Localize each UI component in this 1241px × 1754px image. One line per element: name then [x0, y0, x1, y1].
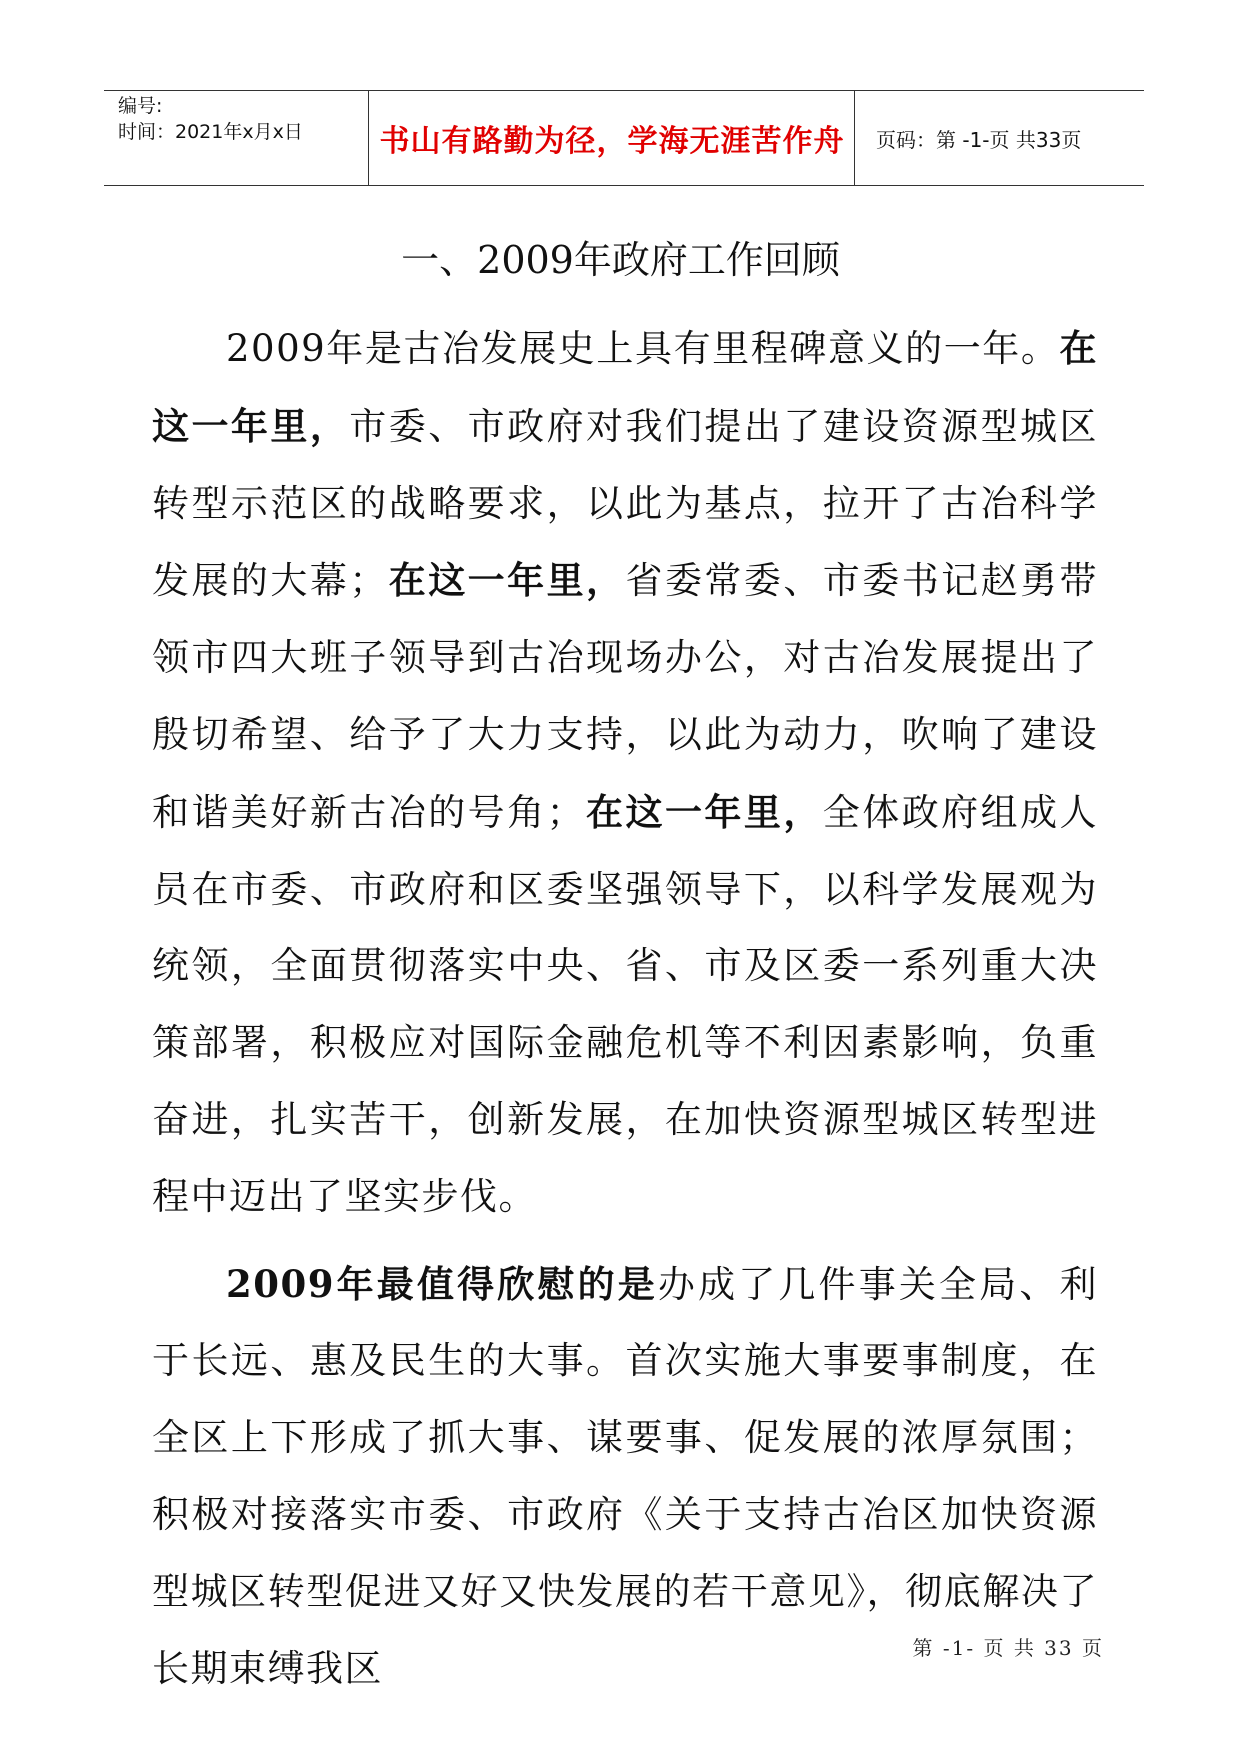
time-label: 时间：2021年x月x日: [118, 121, 303, 143]
number-label: 编号:: [118, 95, 163, 117]
text-segment: 2009年是古冶发展史上具有里程碑意义的一年。: [226, 327, 1060, 370]
section-title: 一、2009年政府工作回顾: [401, 238, 840, 282]
text-segment: 办成了几件事关全局、利于长远、惠及民生的大事。首次实施大事要事制度，在全区上下形成了抓大事、谋要事、促发展的浓厚氛围；积极对接落实市委、市政府《关于支持古冶区加快资源型城区转型促进又好又快发展的若干意见》，彻底解决了长期束缚我区: [152, 1262, 1099, 1690]
text-segment: 省委常委、市委书记赵勇带领市四大班子领导到古冶现场办公，对古冶发展提出了殷切希望、给予了大力支持，以此为动力，吹响了建设和谐美好新古冶的号角；: [152, 559, 1099, 834]
emphasis-segment: 2009年最值得欣慰的是: [226, 1261, 658, 1306]
document-body: [152, 310, 1098, 1707]
header-motto: 书山有路勤为径，学海无涯苦作舟: [379, 124, 845, 159]
header-divider: [368, 91, 369, 185]
header-meta: [118, 93, 303, 145]
header-page-info: 页码：第 -1-页 共33页: [876, 127, 1082, 152]
paragraph: [152, 310, 1098, 1236]
header-divider: [854, 91, 855, 185]
emphasis-segment: 在这一年里，: [585, 789, 823, 834]
emphasis-segment: 在这一年里，: [152, 326, 1098, 448]
emphasis-segment: 在这一年里，: [387, 558, 626, 603]
text-segment: 全体政府组成人员在市委、市政府和区委坚强领导下，以科学发展观为统领，全面贯彻落实中央、省、市及区委一系列重大决策部署，积极应对国际金融危机等不利因素影响，负重奋进，扎实苦干，创新发展，在加快资源型城区转型进程中迈出了坚实步伐。: [152, 790, 1099, 1218]
page-footer: 第 -1- 页 共 33 页: [912, 1636, 1104, 1660]
document-header: [104, 90, 1144, 186]
text-segment: 市委、市政府对我们提出了建设资源型城区转型示范区的战略要求，以此为基点，拉开了古冶科学发展的大幕；: [152, 404, 1099, 603]
